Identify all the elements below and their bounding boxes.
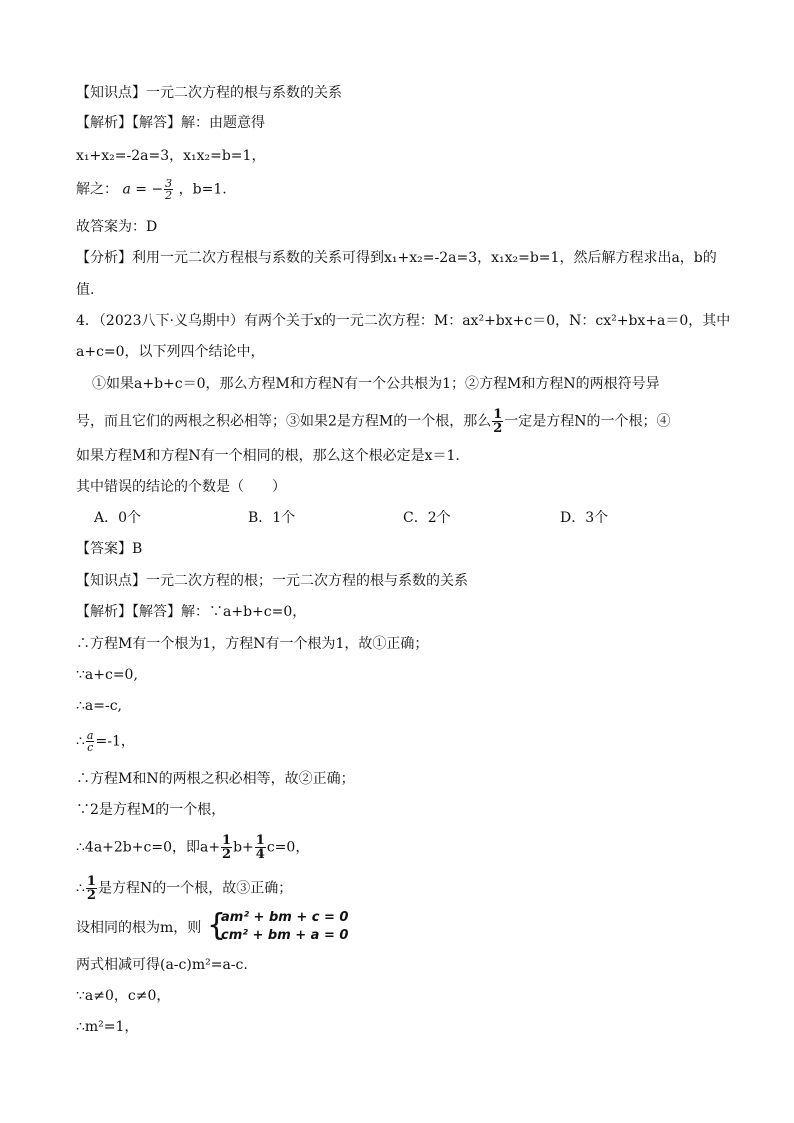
option-d[interactable]: D．3个	[560, 510, 609, 526]
fraction-denominator: 2	[86, 888, 96, 903]
question-4-statements-2	[76, 408, 671, 435]
fraction-denominator: 2	[222, 847, 232, 862]
equation-line: x₁+x₂=-2a=3，x₁x₂=b=1，	[76, 148, 266, 164]
fraction-denominator: 2	[493, 421, 503, 436]
left-brace-icon: {	[207, 908, 227, 943]
statements-2-suffix: 一定是方程N的一个根；④	[504, 413, 671, 430]
step-7	[76, 834, 309, 861]
fraction-numerator: 1	[86, 874, 96, 889]
fraction-a-over-c	[86, 730, 95, 753]
option-c[interactable]: C．2个	[403, 510, 451, 526]
fraction-one-quarter	[255, 834, 266, 861]
question-4-statements-3: 如果方程M和方程N有一个相同的根，那么这个根必定是x＝1.	[76, 448, 460, 464]
fraction-denominator: 4	[255, 847, 265, 862]
answer-line: 故答案为：D	[76, 219, 158, 235]
solution-variable: a = −	[122, 181, 164, 198]
fraction-one-half	[221, 834, 232, 861]
step-9-prefix: 设相同的根为m，则	[76, 920, 202, 936]
analysis-line: 【解析】【解答】解：由题意得	[76, 115, 265, 131]
step-7-prefix: ∴4a+2b+c=0，即a+	[76, 839, 221, 856]
system-equation-2: cm² + bm + a = 0	[221, 928, 349, 943]
fraction-numerator: 3	[165, 177, 173, 190]
analysis-summary-end: 值.	[76, 282, 95, 298]
step-8-suffix: 是方程N的一个根，故③正确；	[97, 880, 293, 897]
step-11: ∵a≠0，c≠0，	[76, 988, 171, 1004]
step-7-suffix: c=0，	[266, 839, 310, 856]
system-equation-1: am² + bm + c = 0	[221, 910, 349, 925]
option-a[interactable]: A．0个	[94, 510, 142, 526]
question-4-condition: a+c=0，以下列四个结论中，	[76, 344, 265, 360]
question-4-title: 4．（2023八下·义乌期中）有两个关于x的一元二次方程：M：ax²+bx+c＝0，N：cx²+bx+a＝0，其中	[76, 313, 731, 329]
step-4	[76, 730, 135, 753]
fraction-numerator: 1	[255, 833, 265, 848]
step-10: 两式相减可得(a-c)m²=a-c.	[76, 957, 248, 973]
option-b[interactable]: B．1个	[248, 510, 296, 526]
step-2: ∵a+c=0,	[76, 667, 138, 683]
step-7-middle: b+	[233, 839, 254, 856]
fraction-three-halves	[164, 178, 173, 201]
step-3: ∴a=-c,	[76, 698, 123, 714]
step-8	[76, 875, 292, 902]
step-9	[76, 918, 201, 938]
step-6: ∵2是方程M的一个根，	[76, 802, 226, 818]
step-12: ∴m²=1，	[76, 1019, 139, 1035]
knowledge-point-line-2: 【知识点】一元二次方程的根；一元二次方程的根与系数的关系	[76, 573, 468, 589]
fraction-numerator: 1	[222, 833, 232, 848]
fraction-denominator: c	[87, 741, 94, 754]
question-4-statements-1: ①如果a+b+c＝0，那么方程M和方程N有一个公共根为1；②方程M和方程N的两根符号异	[92, 376, 660, 392]
answer-label: 【答案】B	[76, 541, 143, 557]
analysis-line-2: 【解析】【解答】解：∵a+b+c=0，	[76, 604, 307, 620]
fraction-one-half	[492, 408, 503, 435]
step-5: ∴方程M和N的两根之积必相等，故②正确；	[76, 771, 355, 787]
step-8-prefix: ∴	[76, 880, 85, 897]
solution-prefix: 解之：	[76, 181, 118, 198]
question-4-prompt: 其中错误的结论的个数是（ ）	[76, 479, 286, 495]
equation-system	[207, 908, 367, 946]
analysis-summary-line: 【分析】利用一元二次方程根与系数的关系可得到x₁+x₂=-2a=3，x₁x₂=b=1，然后解方程求出a，b的	[76, 250, 717, 266]
knowledge-point-line: 【知识点】一元二次方程的根与系数的关系	[76, 85, 342, 101]
solution-suffix: ，b=1.	[178, 181, 227, 198]
fraction-numerator: 1	[493, 407, 503, 422]
step-1: ∴方程M有一个根为1，方程N有一个根为1，故①正确；	[76, 636, 429, 652]
fraction-denominator: 2	[165, 189, 173, 202]
fraction-one-half	[86, 875, 97, 902]
statements-2-prefix: 号，而且它们的两根之积必相等；③如果2是方程M的一个根，那么	[76, 413, 492, 430]
step-4-suffix: =-1，	[95, 733, 135, 750]
solution-line	[76, 178, 227, 201]
step-4-prefix: ∴	[76, 733, 85, 750]
fraction-numerator: a	[86, 729, 94, 742]
